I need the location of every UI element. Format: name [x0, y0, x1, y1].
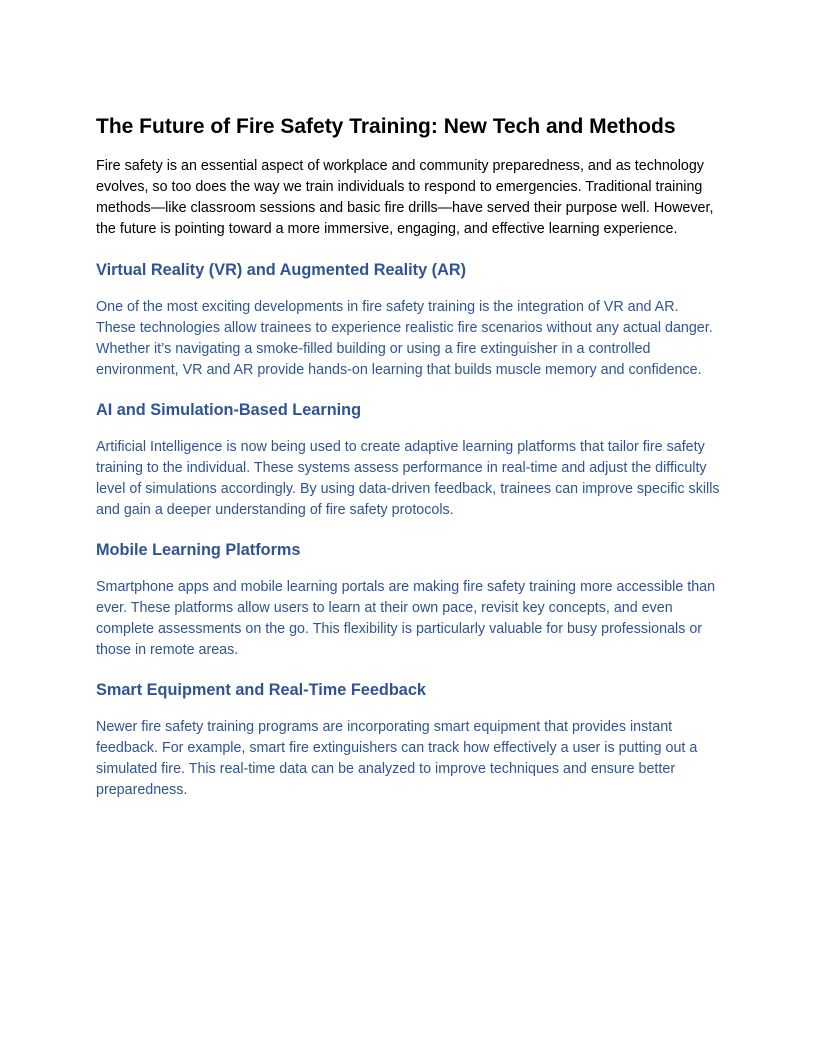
section-paragraph: One of the most exciting developments in fire safety training is the integration of VR and AR. These technologies allow trainees to experience realistic fire scenarios without any actual danger. Whether it’s navigating a smoke-filled building or using a fire extinguisher in a controlled environment, VR and AR provide hands-on learning that builds muscle memory and confidence.	[96, 299, 713, 378]
section-paragraph: Smartphone apps and mobile learning portals are making fire safety training more accessible than ever. These platforms allow users to learn at their own pace, revisit key concepts, and even complete assessments on the go. This flexibility is particularly valuable for busy professionals or those in remote areas.	[96, 579, 716, 658]
section-heading: Mobile Learning Platforms	[96, 541, 301, 559]
section-heading: AI and Simulation-Based Learning	[96, 401, 362, 419]
section-heading: Smart Equipment and Real-Time Feedback	[96, 681, 426, 699]
section-ai-simulation	[96, 398, 720, 521]
document-page	[96, 112, 720, 818]
document-title: The Future of Fire Safety Training: New Tech and Methods	[96, 115, 676, 138]
section-mobile-learning	[96, 538, 720, 661]
section-vr-ar	[96, 258, 720, 381]
intro-paragraph: Fire safety is an essential aspect of workplace and community preparedness, and as technology evolves, so too does the way we train individuals to respond to emergencies. Traditional training methods—like classroom sessions and basic fire drills—have served their purpose well. However, the future is pointing toward a more immersive, engaging, and effective learning experience.	[96, 158, 714, 237]
section-paragraph: Newer fire safety training programs are incorporating smart equipment that provides instant feedback. For example, smart fire extinguishers can track how effectively a user is putting out a simulated fire. This real-time data can be analyzed to improve techniques and ensure better preparedness.	[96, 719, 698, 798]
section-paragraph: Artificial Intelligence is now being used to create adaptive learning platforms that tailor fire safety training to the individual. These systems assess performance in real-time and adjust the difficulty level of simulations accordingly. By using data-driven feedback, trainees can improve specific skills and gain a deeper understanding of fire safety protocols.	[96, 439, 720, 518]
section-heading: Virtual Reality (VR) and Augmented Reality (AR)	[96, 261, 467, 279]
section-smart-equipment	[96, 678, 720, 801]
